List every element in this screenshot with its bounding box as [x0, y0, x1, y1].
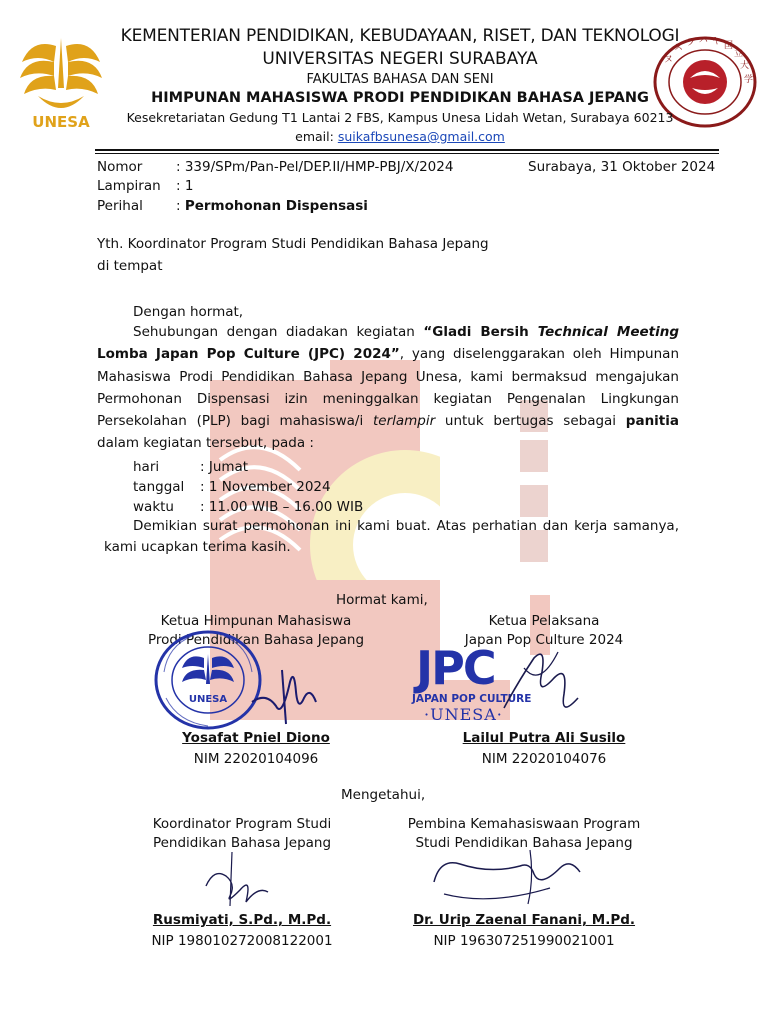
p1-event-a: “Gladi Bersih: [423, 324, 538, 340]
closing-line2: kami ucapkan terima kasih.: [104, 539, 291, 555]
nomor-label: Nomor: [97, 159, 143, 175]
email-link[interactable]: suikafbsunesa@gmail.com: [337, 129, 505, 144]
left-sig-title2: Prodi Pendidikan Bahasa Jepang: [147, 632, 365, 648]
hari-label: hari: [133, 459, 160, 475]
p1-text-a: Sehubungan dengan diadakan kegiatan: [133, 324, 424, 340]
bottom-right-name: Dr. Urip Zaenal Fanani, M.Pd.: [412, 912, 636, 928]
waktu-value: : 11.00 WIB – 16.00 WIB: [200, 499, 364, 515]
bottom-left-id: NIP 198010272008122001: [151, 933, 333, 949]
left-sig-title1: Ketua Himpunan Mahasiswa: [160, 613, 352, 629]
address: Kesekretariatan Gedung T1 Lantai 2 FBS, Kampus Unesa Lidah Wetan, Surabaya 60213: [126, 110, 674, 125]
tanggal-label: tanggal: [133, 479, 185, 495]
perihal-line: [176, 197, 368, 215]
bottom-left-signature: [196, 846, 276, 910]
svg-text:ヤ: ヤ: [712, 37, 722, 47]
svg-text:ラ: ラ: [686, 38, 696, 48]
jpc-logo-unesa: ·UNESA·: [424, 705, 503, 724]
svg-text:ヌ: ヌ: [664, 55, 674, 65]
body-paragraph: [97, 321, 679, 455]
left-signature: [246, 662, 326, 728]
body-paragraph-text: [97, 321, 679, 455]
svg-text:学: 学: [744, 75, 754, 85]
recipient-line1: Yth. Koordinator Program Studi Pendidikan Bahasa Jepang: [97, 236, 489, 252]
svg-text:立: 立: [734, 49, 744, 59]
p1-text-d: dalam kegiatan tersebut, pada :: [97, 435, 314, 452]
svg-text:バ: バ: [699, 36, 709, 46]
perihal-label: Perihal: [97, 198, 143, 214]
jpc-logo-sub: JAPAN POP CULTURE: [412, 693, 532, 705]
p1-text-c: untuk bertugas sebagai: [435, 413, 626, 430]
bottom-right-title1: Pembina Kemahasiswaan Program: [407, 816, 641, 832]
closing-line1: Demikian surat permohonan ini kami buat. Atas perhatian dan kerja samanya,: [133, 518, 679, 534]
acknowledged: Mengetahui,: [341, 787, 426, 803]
nomor-value: : 339/SPm/Pan-Pel/DEP.II/HMP-PBJ/X/2024: [176, 159, 454, 175]
right-sig-title1: Ketua Pelaksana: [488, 613, 600, 629]
p1-bold: panitia: [625, 413, 679, 430]
bottom-right-id: NIP 196307251990021001: [433, 933, 615, 949]
right-sig-id: NIM 22020104076: [481, 751, 607, 767]
p1-event-b: Technical Meeting: [537, 324, 679, 340]
header-divider-thin: [95, 153, 719, 154]
svg-text:国: 国: [724, 41, 734, 51]
header-divider-thick: [95, 149, 719, 151]
perihal-colon: :: [176, 198, 185, 214]
bottom-left-title1: Koordinator Program Studi: [152, 816, 332, 832]
logo-left-text: UNESA: [32, 113, 90, 131]
svg-text:大: 大: [740, 61, 750, 71]
left-sig-id: NIM 22020104096: [193, 751, 319, 767]
perihal-value: Permohonan Dispensasi: [184, 198, 368, 214]
university-title: UNIVERSITAS NEGERI SURABAYA: [262, 49, 538, 69]
right-sig-title2: Japan Pop Culture 2024: [464, 632, 624, 648]
bottom-right-signature: [430, 848, 610, 910]
email-label: email:: [295, 129, 334, 144]
hari-value: : Jumat: [200, 459, 249, 475]
regards: Hormat kami,: [336, 592, 428, 608]
left-sig-name: Yosafat Pniel Diono: [182, 730, 330, 746]
bottom-right-title2: Studi Pendidikan Bahasa Jepang: [415, 835, 633, 851]
greeting: Dengan hormat,: [133, 304, 244, 320]
p1-text-b: , yang diselenggarakan oleh Himpunan Mahasiswa Prodi Pendidikan Bahasa Jepang Unesa, kami bermaksud mengajukan Permohonan Dispensasi izin meninggalkan kegiatan Pengenalan Lingkungan Persekolahan (PLP) bagi mahasiswa/i: [97, 346, 680, 430]
bottom-left-name: Rusmiyati, S.Pd., M.Pd.: [152, 912, 332, 928]
lampiran-value: : 1: [176, 178, 194, 194]
svg-text:ス: ス: [674, 43, 684, 53]
organization-title: HIMPUNAN MAHASISWA PRODI PENDIDIKAN BAHASA JEPANG: [151, 90, 649, 106]
right-sig-name: Lailul Putra Ali Susilo: [462, 730, 626, 746]
faculty-title: FAKULTAS BAHASA DAN SENI: [306, 72, 494, 87]
email-line: [100, 129, 700, 144]
waktu-label: waktu: [133, 499, 174, 515]
bottom-left-title2: Pendidikan Bahasa Jepang: [152, 835, 332, 851]
lampiran-label: Lampiran: [97, 178, 161, 194]
ministry-title: KEMENTERIAN PENDIDIKAN, KEBUDAYAAN, RISET, DAN TEKNOLOGI: [120, 26, 680, 46]
tanggal-value: : 1 November 2024: [200, 479, 331, 495]
p1-italic: terlampir: [372, 413, 436, 430]
recipient-line2: di tempat: [97, 258, 163, 274]
p1-event-c: Lomba Japan Pop Culture (JPC) 2024”: [97, 346, 400, 363]
place-date: Surabaya, 31 Oktober 2024: [528, 159, 716, 175]
jpc-logo-text: JPC: [416, 641, 495, 695]
hmp-stamp-text: UNESA: [188, 694, 228, 705]
right-signature: [494, 638, 584, 728]
